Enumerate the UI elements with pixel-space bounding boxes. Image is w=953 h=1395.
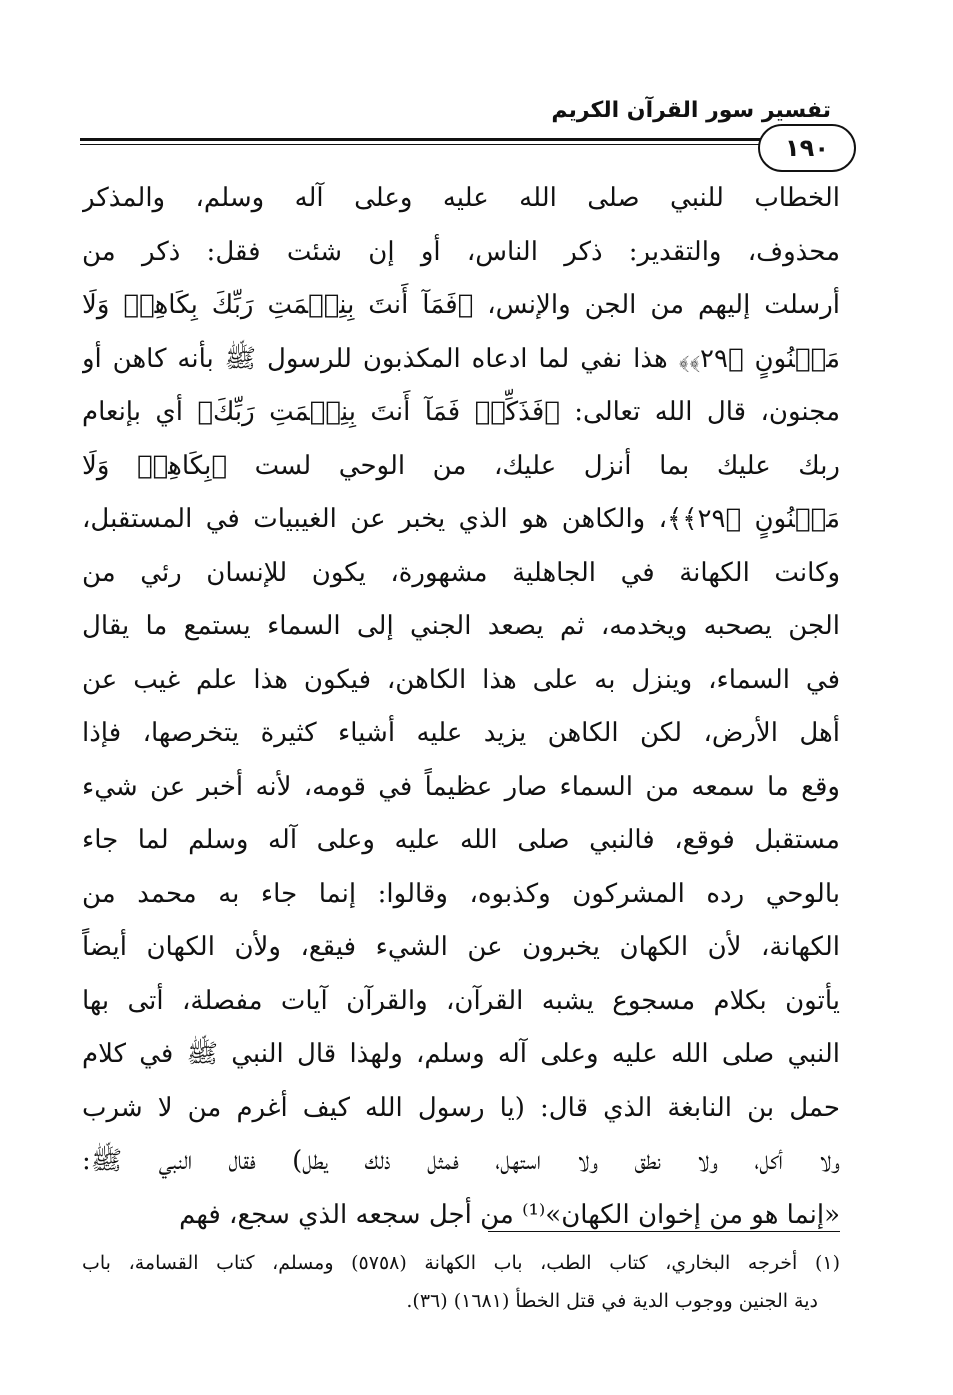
body-line: «إنما هو من إخوان الكهان»⁽¹⁾ من أجل سجعه الذي سجع، فهم (179, 1199, 840, 1230)
body-line: حمل بن النابغة الذي قال: (يا رسول الله كيف أغرم من لا شرب (82, 1092, 840, 1123)
body-line: مَجۡنُونٍ ﴿٢٩﴾﴾، والكاهن هو الذي يخبر عن الغيبيات في المستقبل، (82, 504, 840, 534)
body-line: ولا أكل، ولا نطق ولا استهل، فمثل ذلك يطل) فقال النبي ﷺ: (82, 1146, 840, 1176)
footnote-line: (١) أخرجه البخاري، كتاب الطب، باب الكهانة (٥٧٥٨) ومسلم، كتاب القسامة، باب (82, 1252, 840, 1274)
body-line: وكانت الكهانة في الجاهلية مشهورة، يكون للإنسان رئي من (82, 557, 840, 588)
footnote-separator (488, 1231, 840, 1232)
page-number: ١٩٠ (758, 124, 856, 172)
body-line: محذوف، والتقدير: ذكر الناس، أو إن شئت فقل: ذكر من (82, 236, 840, 267)
footnotes (82, 1244, 840, 1320)
footnote-line: دية الجنين ووجوب الدية في قتل الخطأ (١٦٨١) (٣٦). (406, 1290, 818, 1312)
body-line: الجن يصحبه ويخدمه، ثم يصعد الجني إلى السماء يستمع ما يقال (82, 611, 840, 641)
body-line: بالوحي رده المشركون وكذبوه، وقالوا: إنما جاء به محمد من (82, 878, 840, 909)
body-text (82, 172, 840, 1242)
body-line: يأتون بكلام مسجوع يشبه القرآن، والقرآن آيات مفصلة، أتى بها (82, 985, 840, 1016)
body-line: ربك عليك بما أنزل عليك، من الوحي لست ﴿بِكَاهِنٖ وَلَا (82, 450, 840, 481)
running-title: تفسير سور القرآن الكريم (551, 98, 831, 123)
body-line: مستقبل فوقع، فالنبي صلى الله عليه وعلى آله وسلم لما جاء (82, 825, 840, 855)
body-line: في السماء، وينزل به على هذا الكاهن، فيكون هذا علم غيب عن (82, 664, 840, 695)
body-line: أرسلت إليهم من الجن والإنس، ﴿فَمَآ أَنتَ بِنِعۡمَتِ رَبِّكَ بِكَاهِنٖ وَلَا (82, 290, 840, 320)
header-rule-thin (80, 144, 840, 145)
body-line: أهل الأرض، لكن الكاهن يزيد عليه أشياء كثيرة يتخرصها، فإذا (82, 718, 840, 748)
body-line: الخطاب للنبي صلى الله عليه وعلى آله وسلم، والمذكر (82, 183, 840, 213)
header-rule-thick (80, 138, 840, 141)
body-line: مَجۡنُونٍ ﴿٢٩﴾﴾ هذا نفي لما ادعاه المكذبون للرسول ﷺ بأنه كاهن أو (82, 343, 840, 374)
body-line: الكهانة، لأن الكهان يخبرون عن الشيء فيقع، ولأن الكهان أيضاً (82, 932, 840, 962)
body-line: النبي صلى الله عليه وعلى آله وسلم، ولهذا قال النبي ﷺ في كلام (82, 1039, 840, 1069)
body-line: وقع ما سمعه من السماء صار عظيماً في قومه، لأنه أخبر عن شيء (82, 771, 840, 802)
body-line: مجنون، قال الله تعالى: ﴿فَذَكِّرۡ فَمَآ أَنتَ بِنِعۡمَتِ رَبِّكَ﴾ أي بإنعام (82, 397, 840, 427)
